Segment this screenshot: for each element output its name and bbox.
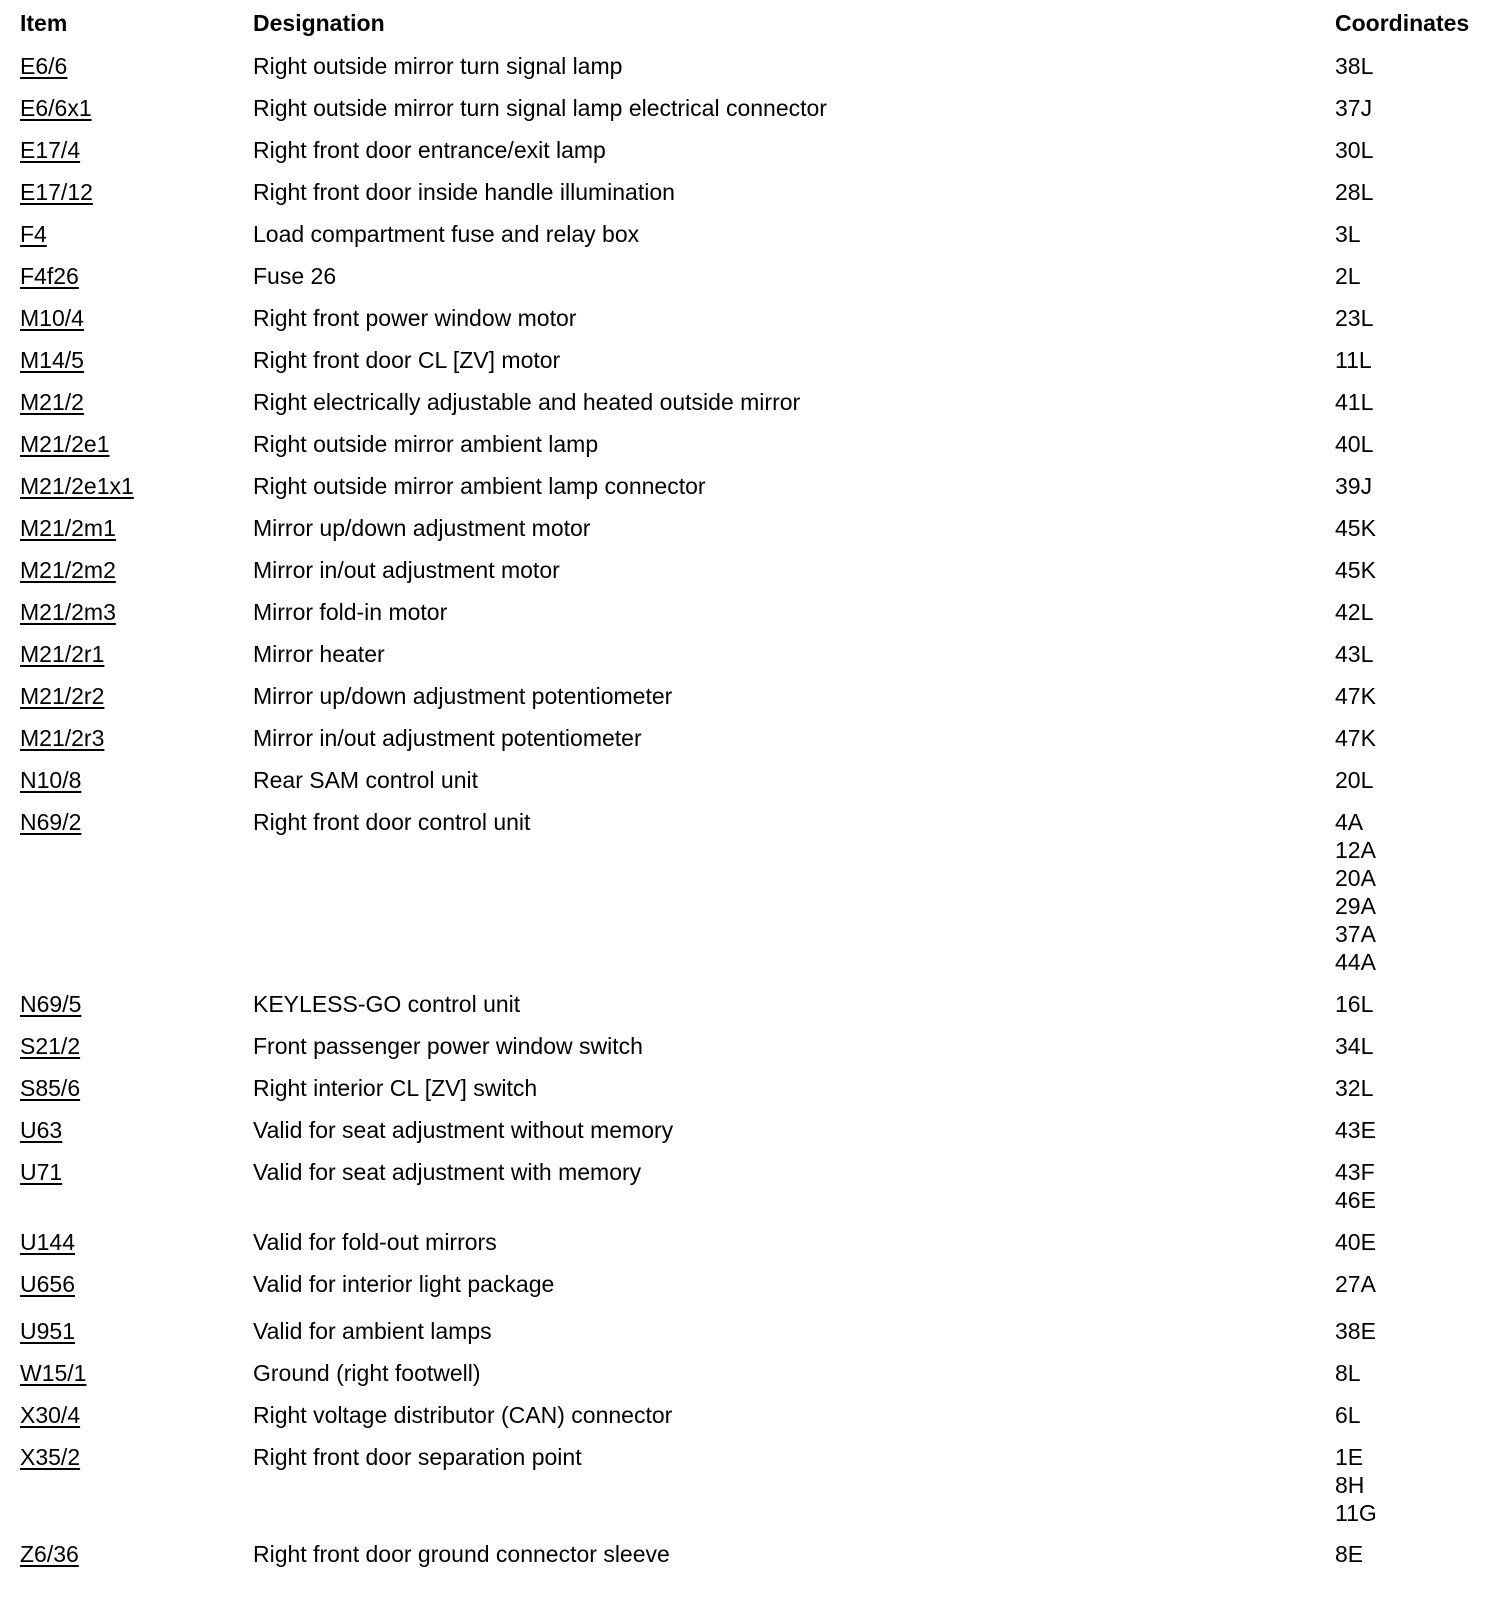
coordinates-cell <box>1335 262 1361 290</box>
coordinate-value: 8H <box>1335 1472 1365 1498</box>
coordinates-cell <box>1335 1228 1376 1256</box>
coordinates-cell <box>1335 346 1372 374</box>
coordinate-value: 28L <box>1335 179 1374 205</box>
coordinate-value: 46E <box>1335 1187 1376 1213</box>
coordinate-value: 44A <box>1335 949 1376 975</box>
designation-text: Right front door control unit <box>253 809 531 835</box>
coordinate-value: 38L <box>1335 53 1374 79</box>
coordinates-cell <box>1335 556 1376 584</box>
coordinate-value: 23L <box>1335 305 1374 331</box>
designation-text: Right electrically adjustable and heated outside mirror <box>253 389 801 415</box>
coordinate-value: 38E <box>1335 1318 1376 1344</box>
coordinates-cell <box>1335 1116 1376 1144</box>
designation-text: Fuse 26 <box>253 263 337 289</box>
item-link[interactable]: M14/5 <box>20 347 84 373</box>
designation-text: Rear SAM control unit <box>253 767 478 793</box>
coordinate-value: 39J <box>1335 473 1373 499</box>
coordinates-cell <box>1335 220 1361 248</box>
coordinate-value: 37J <box>1335 95 1373 121</box>
item-link[interactable]: E17/4 <box>20 137 81 163</box>
coordinate-value: 20L <box>1335 767 1374 793</box>
designation-text: Mirror up/down adjustment motor <box>253 515 591 541</box>
item-link[interactable]: W15/1 <box>20 1360 87 1386</box>
designation-text: Load compartment fuse and relay box <box>253 221 640 247</box>
coordinates-cell <box>1335 990 1373 1018</box>
coordinate-value: 45K <box>1335 557 1376 583</box>
designation-text: Right interior CL [ZV] switch <box>253 1075 538 1101</box>
item-link[interactable]: U71 <box>20 1159 63 1185</box>
coordinates-cell <box>1335 514 1376 542</box>
item-link[interactable]: F4f26 <box>20 263 79 289</box>
item-link[interactable]: M21/2e1x1 <box>20 473 134 499</box>
coordinate-value: 8E <box>1335 1541 1364 1567</box>
coordinate-value: 42L <box>1335 599 1374 625</box>
item-link[interactable]: M21/2r1 <box>20 641 105 667</box>
designation-text: Right front door CL [ZV] motor <box>253 347 561 373</box>
item-link[interactable]: E17/12 <box>20 179 93 205</box>
coordinates-cell <box>1335 388 1373 416</box>
item-link[interactable]: M21/2m1 <box>20 515 116 541</box>
coordinate-value: 43F <box>1335 1159 1375 1185</box>
coordinates-cell <box>1335 640 1373 668</box>
designation-text: Mirror heater <box>253 641 385 667</box>
item-link[interactable]: E6/6x1 <box>20 95 92 121</box>
coordinates-cell <box>1335 430 1373 458</box>
item-link[interactable]: X30/4 <box>20 1402 81 1428</box>
designation-text: Mirror in/out adjustment motor <box>253 557 560 583</box>
coordinate-value: 4A <box>1335 809 1364 835</box>
designation-text: Right front door separation point <box>253 1444 582 1470</box>
coordinate-value: 12A <box>1335 837 1376 863</box>
designation-text: Mirror fold-in motor <box>253 599 448 625</box>
coordinate-value: 47K <box>1335 725 1376 751</box>
header-item: Item <box>20 10 68 36</box>
coordinates-cell <box>1335 94 1372 122</box>
coordinates-cell <box>1335 1443 1377 1527</box>
designation-text: Right outside mirror ambient lamp <box>253 431 599 457</box>
item-link[interactable]: U144 <box>20 1229 75 1255</box>
item-link[interactable]: M21/2r2 <box>20 683 105 709</box>
coordinates-cell <box>1335 1317 1376 1345</box>
designation-text: Ground (right footwell) <box>253 1360 481 1386</box>
item-link[interactable]: E6/6 <box>20 53 68 79</box>
designation-text: Right front door ground connector sleeve <box>253 1541 670 1567</box>
coordinate-value: 45K <box>1335 515 1376 541</box>
designation-text: Right front power window motor <box>253 305 577 331</box>
item-link[interactable]: M21/2e1 <box>20 431 110 457</box>
coordinates-cell <box>1335 1074 1373 1102</box>
coordinate-value: 16L <box>1335 991 1374 1017</box>
item-link[interactable]: U656 <box>20 1271 75 1297</box>
item-link[interactable]: N69/2 <box>20 809 82 835</box>
item-link[interactable]: U951 <box>20 1318 75 1344</box>
coordinates-cell <box>1335 178 1373 206</box>
designation-text: Right outside mirror turn signal lamp electrical connector <box>253 95 827 121</box>
designation-text: Mirror up/down adjustment potentiometer <box>253 683 673 709</box>
item-link[interactable]: M10/4 <box>20 305 84 331</box>
coordinates-cell <box>1335 1158 1376 1214</box>
designation-text: Valid for fold-out mirrors <box>253 1229 497 1255</box>
coordinate-value: 27A <box>1335 1271 1376 1297</box>
item-link[interactable]: N10/8 <box>20 767 82 793</box>
item-link[interactable]: Z6/36 <box>20 1541 79 1567</box>
coordinates-cell <box>1335 1359 1361 1387</box>
item-link[interactable]: F4 <box>20 221 47 247</box>
header-designation: Designation <box>253 10 385 36</box>
designation-text: Right outside mirror turn signal lamp <box>253 53 623 79</box>
designation-text: Valid for interior light package <box>253 1271 555 1297</box>
coordinate-value: 20A <box>1335 865 1376 891</box>
coordinate-value: 8L <box>1335 1360 1361 1386</box>
coordinate-value: 11G <box>1335 1500 1377 1526</box>
designation-text: Front passenger power window switch <box>253 1033 643 1059</box>
coordinates-cell <box>1335 1401 1361 1429</box>
coordinates-cell <box>1335 808 1376 976</box>
coordinate-value: 32L <box>1335 1075 1374 1101</box>
coordinate-value: 6L <box>1335 1402 1361 1428</box>
coordinates-cell <box>1335 766 1373 794</box>
coordinates-cell <box>1335 472 1372 500</box>
item-link[interactable]: M21/2r3 <box>20 725 105 751</box>
coordinate-value: 11L <box>1335 347 1372 373</box>
coordinates-cell <box>1335 136 1373 164</box>
coordinates-cell <box>1335 304 1373 332</box>
coordinate-value: 1E <box>1335 1444 1364 1470</box>
coordinate-value: 41L <box>1335 389 1374 415</box>
coordinates-cell <box>1335 1270 1376 1298</box>
item-link[interactable]: M21/2m3 <box>20 599 116 625</box>
designation-text: Valid for seat adjustment without memory <box>253 1117 674 1143</box>
item-link[interactable]: U63 <box>20 1117 63 1143</box>
coordinate-value: 3L <box>1335 221 1361 247</box>
coordinates-cell <box>1335 1032 1373 1060</box>
item-link[interactable]: X35/2 <box>20 1444 81 1470</box>
coordinate-value: 43L <box>1335 641 1374 667</box>
designation-text: Right outside mirror ambient lamp connector <box>253 473 706 499</box>
designation-text: Right front door inside handle illumination <box>253 179 675 205</box>
item-link[interactable]: M21/2 <box>20 389 84 415</box>
coordinates-cell <box>1335 52 1373 80</box>
coordinates-cell <box>1335 682 1376 710</box>
coordinates-cell <box>1335 598 1373 626</box>
item-link[interactable]: N69/5 <box>20 991 82 1017</box>
coordinate-value: 37A <box>1335 921 1376 947</box>
item-link[interactable]: S85/6 <box>20 1075 81 1101</box>
designation-text: Right front door entrance/exit lamp <box>253 137 606 163</box>
item-link[interactable]: S21/2 <box>20 1033 81 1059</box>
coordinates-cell <box>1335 1540 1363 1568</box>
coordinate-value: 34L <box>1335 1033 1374 1059</box>
designation-text: KEYLESS-GO control unit <box>253 991 521 1017</box>
coordinate-value: 40E <box>1335 1229 1376 1255</box>
designation-text: Right voltage distributor (CAN) connector <box>253 1402 673 1428</box>
coordinate-value: 47K <box>1335 683 1376 709</box>
item-link[interactable]: M21/2m2 <box>20 557 116 583</box>
designation-text: Valid for seat adjustment with memory <box>253 1159 642 1185</box>
designation-text: Valid for ambient lamps <box>253 1318 492 1344</box>
coordinate-value: 43E <box>1335 1117 1376 1143</box>
coordinate-value: 30L <box>1335 137 1374 163</box>
coordinate-value: 40L <box>1335 431 1374 457</box>
coordinate-value: 29A <box>1335 893 1376 919</box>
coordinate-value: 2L <box>1335 263 1361 289</box>
header-coordinates: Coordinates <box>1335 10 1470 36</box>
coordinates-cell <box>1335 724 1376 752</box>
designation-text: Mirror in/out adjustment potentiometer <box>253 725 642 751</box>
